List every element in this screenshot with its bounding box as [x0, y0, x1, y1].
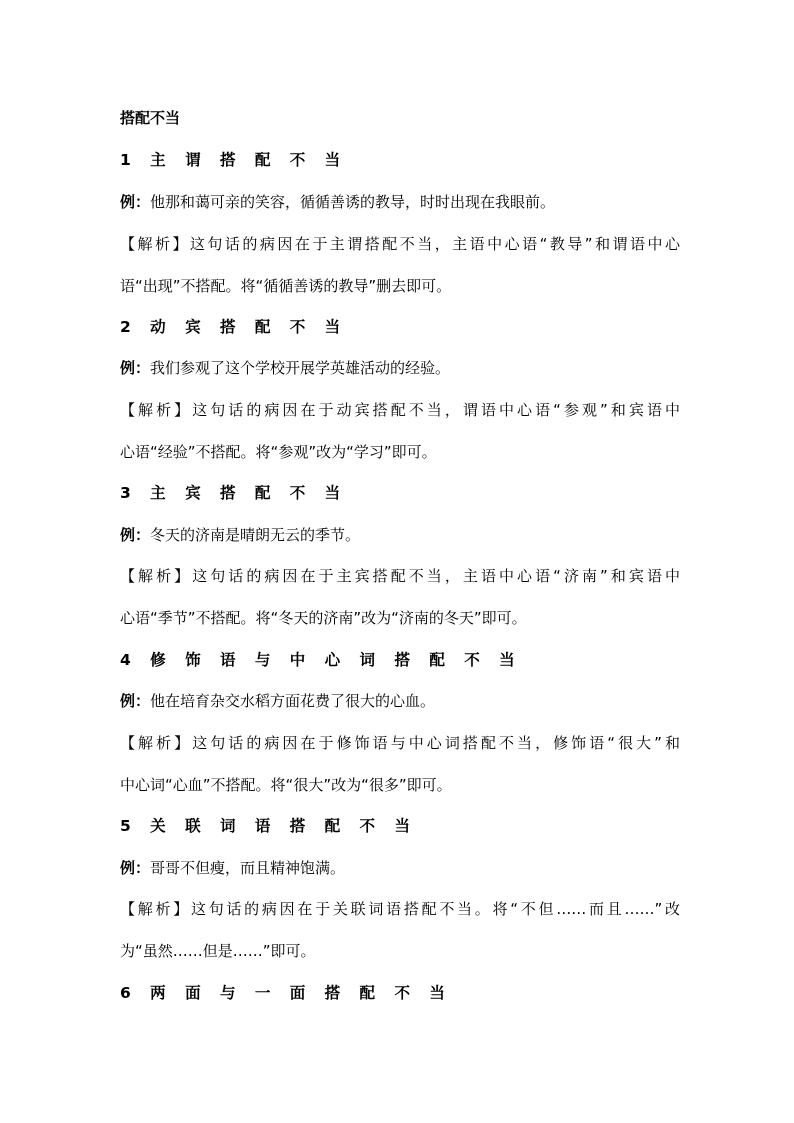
section-heading: 1 主 谓 搭 配 不 当: [120, 151, 348, 169]
analysis-line: 【解析】这句话的病因在于动宾搭配不当，谓语中心语“参观”和宾语中: [120, 401, 680, 419]
example-label: 例：: [120, 859, 151, 877]
analysis-line: 心语“经验”不搭配。将“参观”改为“学习”即可。: [120, 443, 437, 461]
example-label: 例：: [120, 193, 151, 211]
example-text: 冬天的济南是晴朗无云的季节。: [150, 526, 361, 544]
example-text: 我们参观了这个学校开展学英雄活动的经验。: [150, 359, 451, 377]
analysis-line: 【解析】这句话的病因在于关联词语搭配不当。将“不但……而且……”改: [120, 900, 680, 918]
analysis-line: 心语“季节”不搭配。将“冬天的济南”改为“济南的冬天”即可。: [120, 609, 527, 627]
page-title: 搭配不当: [120, 109, 181, 127]
example-line: [120, 525, 680, 545]
section-heading: 6 两 面 与 一 面 搭 配 不 当: [120, 984, 452, 1002]
example-line: [120, 192, 680, 212]
analysis-line: 【解析】这句话的病因在于修饰语与中心词搭配不当，修饰语“很大”和: [120, 734, 680, 752]
analysis-line: 语“出现”不搭配。将“循循善诱的教导”删去即可。: [120, 277, 452, 295]
example-text: 哥哥不但瘦，而且精神饱满。: [150, 859, 346, 877]
analysis-line: 中心词“心血”不搭配。将“很大”改为“很多”即可。: [120, 776, 452, 794]
example-label: 例：: [120, 359, 151, 377]
analysis-line: 【解析】这句话的病因在于主谓搭配不当，主语中心语“教导”和谓语中心: [120, 235, 680, 253]
example-label: 例：: [120, 692, 151, 710]
section-heading: 5 关 联 词 语 搭 配 不 当: [120, 817, 417, 835]
example-text: 他那和蔼可亲的笑容，循循善诱的教导，时时出现在我眼前。: [150, 193, 556, 211]
section-heading: 2 动 宾 搭 配 不 当: [120, 318, 348, 336]
example-line: [120, 858, 680, 878]
example-label: 例：: [120, 526, 151, 544]
analysis-line: 【解析】这句话的病因在于主宾搭配不当，主语中心语“济南”和宾语中: [120, 567, 680, 585]
analysis-line: 为“虽然……但是……”即可。: [120, 942, 316, 960]
example-text: 他在培育杂交水稻方面花费了很大的心血。: [150, 692, 436, 710]
example-line: [120, 691, 680, 711]
section-heading: 3 主 宾 搭 配 不 当: [120, 484, 348, 502]
section-heading: 4 修 饰 语 与 中 心 词 搭 配 不 当: [120, 651, 522, 669]
example-line: [120, 358, 680, 378]
